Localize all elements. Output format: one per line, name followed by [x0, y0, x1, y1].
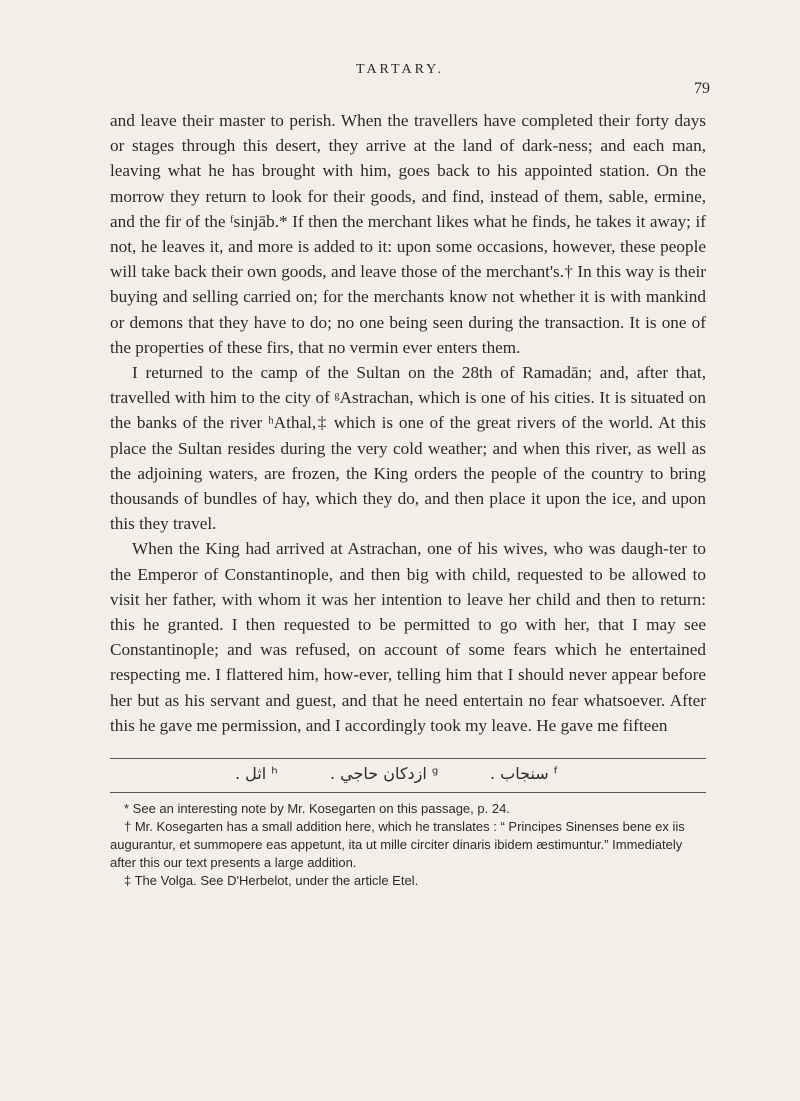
- page-number: 79: [694, 80, 710, 97]
- footnote-double-dagger: ‡ The Volga. See D'Herbelot, under the article Etel.: [124, 873, 419, 888]
- paragraph: I returned to the camp of the Sultan on the 28th of Ramadān; and, after that, travelled with him to the city of ᵍAstrachan, which is one of his cities. It is situated on the banks of the river ʰAthal,‡ which is one of the great rivers of the world. At this place the Sultan resides during the very cold weather; and when this river, as well as the adjoining waters, are frozen, the King orders the people of the country to bring thousands of bundles of hay, which they do, and then place it upon the ice, and upon this they travel.: [110, 363, 706, 534]
- arabic-note-f: . سنجاب ᶠ: [490, 764, 559, 783]
- arabic-notes: [110, 764, 706, 788]
- arabic-note-h: . اثل ʰ: [235, 764, 278, 783]
- running-head: TARTARY.: [356, 62, 444, 77]
- body-text: [110, 108, 706, 738]
- footnote-dagger: † Mr. Kosegarten has a small addition here, which he translates : “ Principes Sinenses bene ex iis augurantur, et summopere eas appetunt, ita ut mille circiter dinaris ibidem æstimuntur.” Immediately after this our text presents a large addition.: [110, 819, 685, 870]
- arabic-notes-top-rule: [110, 758, 706, 759]
- footnotes: [110, 800, 706, 890]
- paragraph: When the King had arrived at Astrachan, one of his wives, who was daugh-ter to the Emperor of Constantinople, and then big with child, requested to be allowed to visit her father, with whom it was her intention to leave her child and then to return: this he granted. I then requested to be permitted to go with her, that I may see Constantinople; and was refused, on account of some fears which he entertained respecting me. I flattered him, how-ever, telling him that I should never appear before her but as his servant and guest, and that he need entertain no fear whatsoever. After this he gave me permission, and I accordingly took my leave. He gave me fifteen: [110, 539, 706, 735]
- arabic-note-g: . ازدكان حاجي ᵍ: [330, 764, 439, 783]
- paragraph: and leave their master to perish. When the travellers have completed their forty days or stages through this desert, they arrive at the land of dark-ness; and each man, leaving what he has brought with him, goes back to his appointed station. On the morrow they return to look for their goods, and find, instead of them, sable, ermine, and the fir of the ᶠsinjāb.* If then the merchant likes what he finds, he takes it away; if not, he leaves it, and more is added to it: upon some occasions, however, these people will take back their own goods, and leave those of the merchant's.† In this way is their buying and selling carried on; for the merchants know not whether it is with mankind or demons that they have to do; no one being seen during the transaction. It is one of the properties of these firs, that no vermin ever enters them.: [110, 111, 706, 357]
- footnote-asterisk: * See an interesting note by Mr. Kosegarten on this passage, p. 24.: [124, 801, 510, 816]
- arabic-notes-bottom-rule: [110, 792, 706, 793]
